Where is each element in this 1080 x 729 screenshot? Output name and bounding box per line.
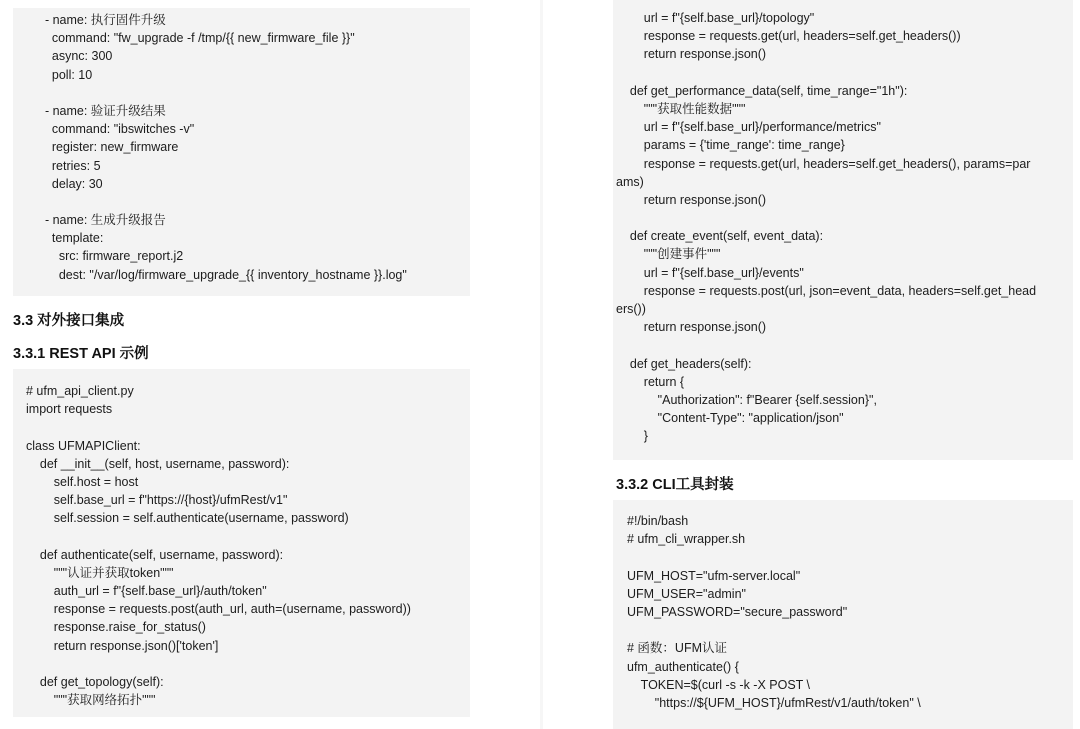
code-line: def get_topology(self): xyxy=(26,675,164,689)
code-line: def create_event(self, event_data): xyxy=(616,229,824,244)
code-line: response = requests.get(url, headers=self.get_headers(), params=par xyxy=(616,156,1031,171)
section-heading: 3.3 对外接口集成 xyxy=(13,313,125,329)
code-line: response = requests.post(auth_url, auth=(username, password)) xyxy=(26,602,411,617)
code-line: ufm_authenticate() { xyxy=(627,659,739,674)
code-line: command: "fw_upgrade -f /tmp/{{ new_firmware_file }}" xyxy=(38,31,355,46)
code-line: UFM_PASSWORD="secure_password" xyxy=(627,604,848,619)
python-code-block-continued xyxy=(613,0,1073,460)
code-line: self.host = host xyxy=(26,474,139,489)
code-line: dest: "/var/log/firmware_upgrade_{{ inventory_hostname }}.log" xyxy=(38,267,407,282)
code-line xyxy=(26,655,470,673)
code-line: def __init__(self, host, username, password): xyxy=(26,456,290,471)
code-line: # 函数：UFM认证 xyxy=(627,641,728,656)
code-line: ams) xyxy=(616,174,644,189)
subsection-heading: 3.3.1 REST API 示例 xyxy=(13,346,149,362)
code-line: TOKEN=$(curl -s -k -X POST \ xyxy=(627,677,811,692)
subsection-heading: 3.3.2 CLI工具封装 xyxy=(616,477,734,493)
python-code-block xyxy=(13,369,470,717)
yaml-code-block xyxy=(13,8,470,296)
code-line: UFM_HOST="ufm-server.local" xyxy=(627,568,801,583)
code-line xyxy=(616,209,1073,227)
code-line xyxy=(627,548,1073,566)
code-line: # ufm_cli_wrapper.sh xyxy=(627,532,746,547)
code-line: """获取性能数据""" xyxy=(616,101,746,116)
right-page xyxy=(543,0,1080,729)
code-line: return response.json() xyxy=(616,47,767,62)
code-line: """创建事件""" xyxy=(616,247,721,262)
code-line: def authenticate(self, username, password): xyxy=(26,547,284,562)
code-line: response = requests.get(url, headers=self.get_headers()) xyxy=(616,29,961,44)
code-line: retries: 5 xyxy=(38,158,101,173)
code-line: "Content-Type": "application/json" xyxy=(616,411,844,426)
bash-code-block xyxy=(613,500,1073,729)
code-line: # ufm_api_client.py xyxy=(26,384,134,398)
code-line: command: "ibswitches -v" xyxy=(38,122,195,137)
code-line: register: new_firmware xyxy=(38,140,179,155)
code-line: ers()) xyxy=(616,302,646,316)
code-line: url = f"{self.base_url}/topology" xyxy=(616,11,815,25)
code-line: return response.json() xyxy=(616,320,767,335)
code-line: response = requests.post(url, json=event_data, headers=self.get_head xyxy=(616,283,1037,298)
code-line: return response.json()['token'] xyxy=(26,638,219,653)
code-line: params = {'time_range': time_range} xyxy=(616,138,845,153)
code-line: - name: 生成升级报告 xyxy=(38,213,166,228)
code-line: "https://${UFM_HOST}/ufmRest/v1/auth/token" \ xyxy=(627,695,921,710)
code-line xyxy=(38,84,470,102)
code-line: auth_url = f"{self.base_url}/auth/token" xyxy=(26,584,267,599)
code-line: return { xyxy=(616,374,685,389)
code-line: def get_headers(self): xyxy=(616,356,752,371)
code-line: """认证并获取token""" xyxy=(26,565,174,580)
code-line: """获取网络拓扑""" xyxy=(26,693,156,708)
code-line xyxy=(616,64,1073,82)
code-line xyxy=(26,528,470,546)
code-line: "Authorization": f"Bearer {self.session}", xyxy=(616,392,877,407)
code-line: async: 300 xyxy=(38,49,113,64)
code-line: def get_performance_data(self, time_range="1h"): xyxy=(616,83,908,98)
code-line: template: xyxy=(38,231,104,246)
code-line: import requests xyxy=(26,402,113,417)
code-line xyxy=(26,418,470,436)
code-line: - name: 执行固件升级 xyxy=(38,13,166,27)
code-line xyxy=(627,621,1073,639)
code-line: delay: 30 xyxy=(38,176,103,191)
code-line: self.session = self.authenticate(username, password) xyxy=(26,511,349,526)
code-line: } xyxy=(616,429,648,444)
code-line: class UFMAPIClient: xyxy=(26,438,141,453)
code-line: src: firmware_report.j2 xyxy=(38,249,184,264)
code-line: UFM_USER="admin" xyxy=(627,586,746,601)
code-line: url = f"{self.base_url}/performance/metrics" xyxy=(616,120,881,135)
code-line: url = f"{self.base_url}/events" xyxy=(616,265,804,280)
code-line: - name: 验证升级结果 xyxy=(38,103,166,118)
code-line xyxy=(616,336,1073,354)
code-line: #!/bin/bash xyxy=(627,514,689,528)
code-line: return response.json() xyxy=(616,192,767,207)
code-line xyxy=(38,193,470,211)
code-line: self.base_url = f"https://{host}/ufmRest/v1" xyxy=(26,493,288,508)
code-line: poll: 10 xyxy=(38,67,93,82)
code-line: response.raise_for_status() xyxy=(26,620,206,635)
